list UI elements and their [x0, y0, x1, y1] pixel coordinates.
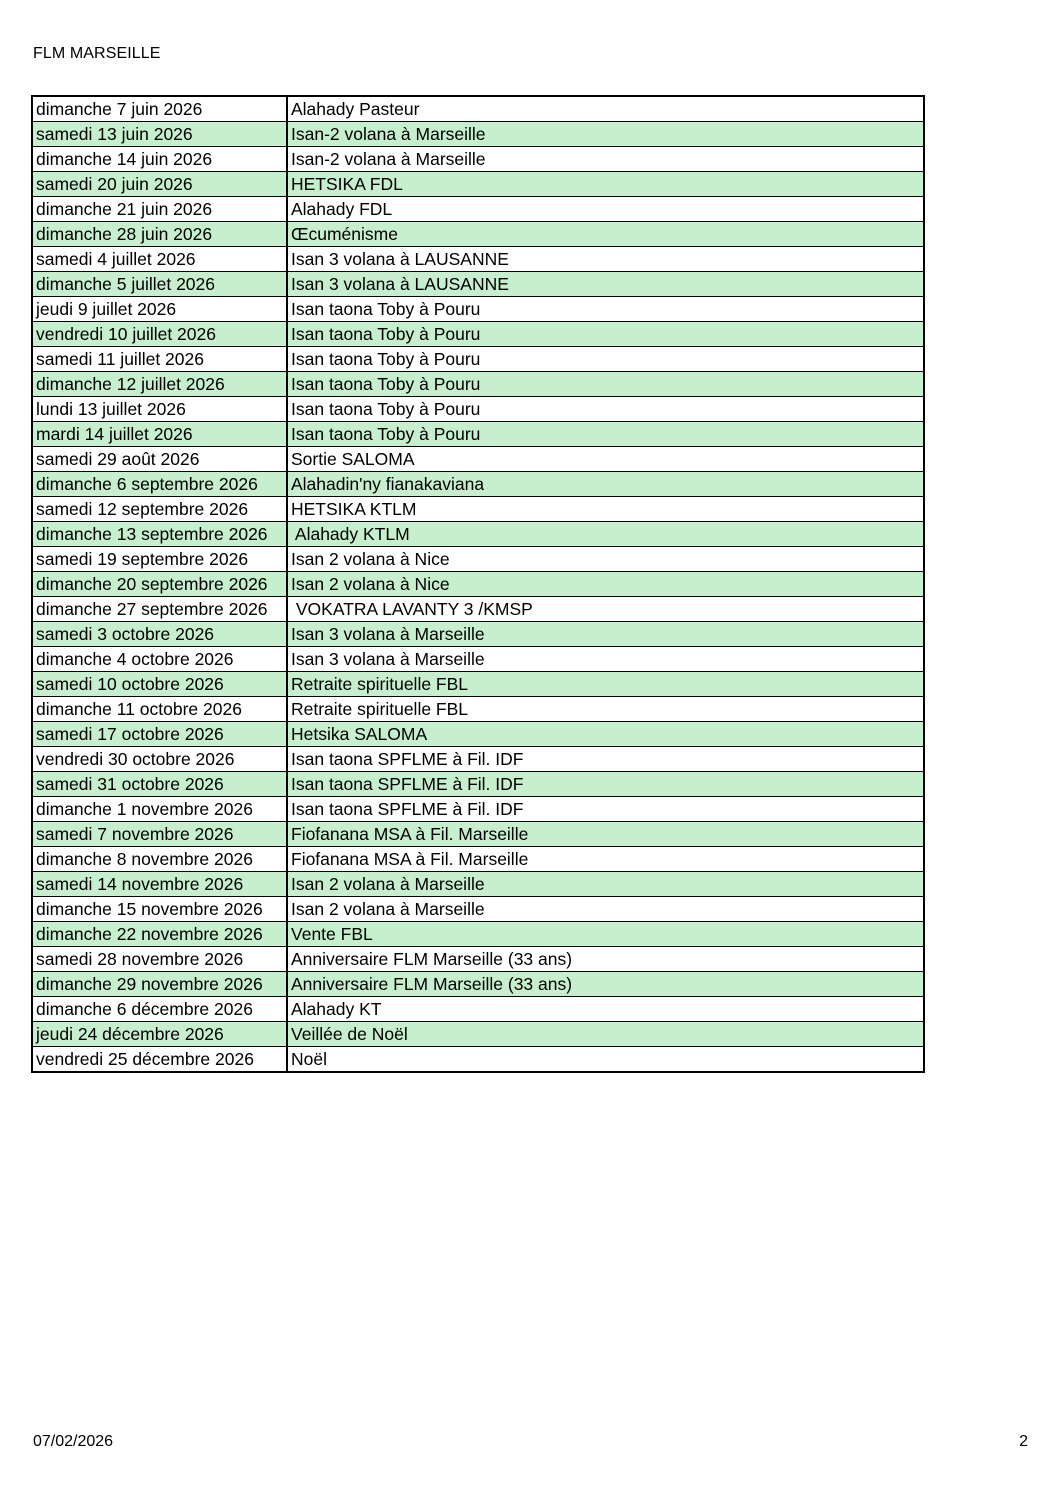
date-cell: dimanche 4 octobre 2026 [32, 647, 287, 672]
date-cell: dimanche 21 juin 2026 [32, 197, 287, 222]
event-cell: Isan 3 volana à LAUSANNE [287, 247, 924, 272]
event-cell: Isan taona Toby à Pouru [287, 347, 924, 372]
date-cell: samedi 20 juin 2026 [32, 172, 287, 197]
event-cell: Sortie SALOMA [287, 447, 924, 472]
date-cell: samedi 11 juillet 2026 [32, 347, 287, 372]
date-cell: samedi 7 novembre 2026 [32, 822, 287, 847]
table-row [32, 847, 924, 872]
event-cell: HETSIKA FDL [287, 172, 924, 197]
event-cell: Noël [287, 1047, 924, 1073]
event-cell: Isan 2 volana à Nice [287, 572, 924, 597]
event-cell: Alahady Pasteur [287, 96, 924, 122]
date-cell: dimanche 29 novembre 2026 [32, 972, 287, 997]
date-cell: dimanche 28 juin 2026 [32, 222, 287, 247]
table-row [32, 96, 924, 122]
date-cell: samedi 29 août 2026 [32, 447, 287, 472]
event-cell: Isan 2 volana à Marseille [287, 872, 924, 897]
date-cell: dimanche 1 novembre 2026 [32, 797, 287, 822]
table-row [32, 922, 924, 947]
table-row [32, 572, 924, 597]
event-cell: Hetsika SALOMA [287, 722, 924, 747]
table-row [32, 622, 924, 647]
table-row [32, 597, 924, 622]
page-header-title: FLM MARSEILLE [33, 45, 161, 62]
table-row [32, 272, 924, 297]
table-row [32, 522, 924, 547]
event-cell: Fiofanana MSA à Fil. Marseille [287, 822, 924, 847]
date-cell: dimanche 6 décembre 2026 [32, 997, 287, 1022]
event-cell: Isan taona Toby à Pouru [287, 322, 924, 347]
date-cell: samedi 12 septembre 2026 [32, 497, 287, 522]
event-cell: Alahady FDL [287, 197, 924, 222]
table-row [32, 322, 924, 347]
table-row [32, 497, 924, 522]
table-row [32, 372, 924, 397]
event-cell: Alahady KT [287, 997, 924, 1022]
table-row [32, 1022, 924, 1047]
table-row [32, 672, 924, 697]
date-cell: dimanche 20 septembre 2026 [32, 572, 287, 597]
date-cell: dimanche 8 novembre 2026 [32, 847, 287, 872]
event-cell: Isan-2 volana à Marseille [287, 122, 924, 147]
event-cell: Isan 2 volana à Nice [287, 547, 924, 572]
event-cell: Fiofanana MSA à Fil. Marseille [287, 847, 924, 872]
table-row [32, 347, 924, 372]
event-cell: Isan 3 volana à LAUSANNE [287, 272, 924, 297]
event-cell: Anniversaire FLM Marseille (33 ans) [287, 972, 924, 997]
date-cell: dimanche 14 juin 2026 [32, 147, 287, 172]
schedule-table [31, 95, 925, 1073]
date-cell: dimanche 5 juillet 2026 [32, 272, 287, 297]
date-cell: dimanche 11 octobre 2026 [32, 697, 287, 722]
date-cell: dimanche 22 novembre 2026 [32, 922, 287, 947]
event-cell: Isan taona Toby à Pouru [287, 422, 924, 447]
event-cell: Isan-2 volana à Marseille [287, 147, 924, 172]
table-row [32, 447, 924, 472]
table-row [32, 972, 924, 997]
table-row [32, 547, 924, 572]
date-cell: vendredi 30 octobre 2026 [32, 747, 287, 772]
event-cell: Isan taona Toby à Pouru [287, 397, 924, 422]
table-row [32, 247, 924, 272]
event-cell: Isan taona SPFLME à Fil. IDF [287, 797, 924, 822]
table-row [32, 872, 924, 897]
event-cell: HETSIKA KTLM [287, 497, 924, 522]
event-cell: Isan taona SPFLME à Fil. IDF [287, 747, 924, 772]
table-row [32, 697, 924, 722]
date-cell: dimanche 6 septembre 2026 [32, 472, 287, 497]
table-row [32, 772, 924, 797]
date-cell: samedi 19 septembre 2026 [32, 547, 287, 572]
event-cell: Veillée de Noël [287, 1022, 924, 1047]
date-cell: dimanche 15 novembre 2026 [32, 897, 287, 922]
table-row [32, 997, 924, 1022]
date-cell: jeudi 24 décembre 2026 [32, 1022, 287, 1047]
event-cell: Isan taona Toby à Pouru [287, 297, 924, 322]
table-row [32, 747, 924, 772]
date-cell: vendredi 25 décembre 2026 [32, 1047, 287, 1073]
event-cell: Isan taona Toby à Pouru [287, 372, 924, 397]
date-cell: samedi 4 juillet 2026 [32, 247, 287, 272]
date-cell: samedi 28 novembre 2026 [32, 947, 287, 972]
date-cell: vendredi 10 juillet 2026 [32, 322, 287, 347]
table-row [32, 947, 924, 972]
table-row [32, 197, 924, 222]
table-row [32, 797, 924, 822]
event-cell: Anniversaire FLM Marseille (33 ans) [287, 947, 924, 972]
event-cell: Alahady KTLM [287, 522, 924, 547]
schedule-table-body [32, 96, 924, 1072]
event-cell: Œcuménisme [287, 222, 924, 247]
date-cell: dimanche 7 juin 2026 [32, 96, 287, 122]
table-row [32, 122, 924, 147]
table-row [32, 1047, 924, 1073]
event-cell: Isan 3 volana à Marseille [287, 622, 924, 647]
table-row [32, 172, 924, 197]
table-row [32, 647, 924, 672]
table-row [32, 222, 924, 247]
table-row [32, 822, 924, 847]
date-cell: mardi 14 juillet 2026 [32, 422, 287, 447]
table-row [32, 722, 924, 747]
event-cell: VOKATRA LAVANTY 3 /KMSP [287, 597, 924, 622]
event-cell: Retraite spirituelle FBL [287, 697, 924, 722]
date-cell: samedi 13 juin 2026 [32, 122, 287, 147]
table-row [32, 297, 924, 322]
event-cell: Isan 2 volana à Marseille [287, 897, 924, 922]
event-cell: Isan 3 volana à Marseille [287, 647, 924, 672]
date-cell: jeudi 9 juillet 2026 [32, 297, 287, 322]
event-cell: Vente FBL [287, 922, 924, 947]
date-cell: samedi 17 octobre 2026 [32, 722, 287, 747]
date-cell: lundi 13 juillet 2026 [32, 397, 287, 422]
date-cell: samedi 14 novembre 2026 [32, 872, 287, 897]
table-row [32, 472, 924, 497]
table-row [32, 147, 924, 172]
date-cell: samedi 3 octobre 2026 [32, 622, 287, 647]
page-number: 2 [1019, 1433, 1028, 1450]
date-cell: samedi 10 octobre 2026 [32, 672, 287, 697]
event-cell: Isan taona SPFLME à Fil. IDF [287, 772, 924, 797]
table-row [32, 897, 924, 922]
date-cell: dimanche 27 septembre 2026 [32, 597, 287, 622]
event-cell: Alahadin'ny fianakaviana [287, 472, 924, 497]
table-row [32, 397, 924, 422]
date-cell: dimanche 12 juillet 2026 [32, 372, 287, 397]
footer-date: 07/02/2026 [33, 1433, 114, 1450]
date-cell: samedi 31 octobre 2026 [32, 772, 287, 797]
table-row [32, 422, 924, 447]
date-cell: dimanche 13 septembre 2026 [32, 522, 287, 547]
event-cell: Retraite spirituelle FBL [287, 672, 924, 697]
